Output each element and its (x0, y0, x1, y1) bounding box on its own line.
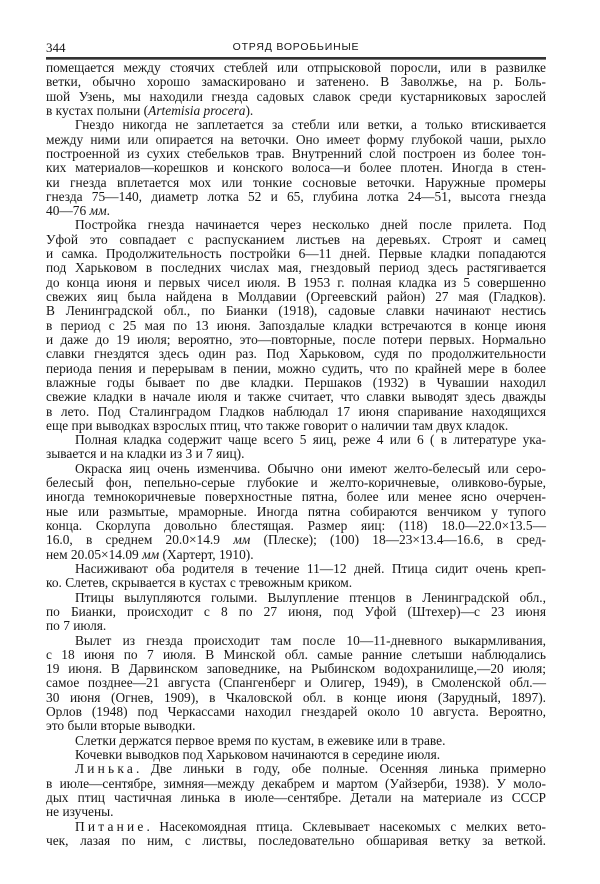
paragraph (46, 820, 546, 849)
text-line: по 7 июля. (46, 618, 107, 634)
text-line: и даже до 19 июля; вероятно, это—повторные, после потери первых. Нормально (46, 331, 546, 347)
text-line: помещается между стоячих стеблей или отпрысковой поросли, или в развилке (46, 60, 546, 75)
text-segment: . Две линьки в году, обе полные. Осенняя линька примерно (135, 761, 546, 777)
page-body-text (46, 61, 546, 848)
italic-text: мм (233, 532, 251, 548)
running-title: ОТРЯД ВОРОБЬИНЫЕ (232, 41, 360, 53)
text-line: 30 июня (Огнев, 1909), в Чкаловской обл. в конце июня (Зарудный, 1897). (46, 689, 546, 705)
text-line: ветки, обычно хорошо замаскировано и затенено. В Заволжье, на р. Боль- (46, 74, 546, 90)
section-heading: Питание (75, 818, 147, 834)
text-line: не изучены. (46, 804, 114, 820)
text-line: иногда темнокоричневые поверхностные пятна, более или менее ясно очерчен- (46, 489, 546, 505)
section-heading: Линька (75, 761, 136, 777)
text-line: Окраска яиц очень изменчива. Обычно они имеют желто-белесый или серо- (75, 460, 546, 476)
paragraph (46, 61, 546, 118)
paragraph (46, 433, 546, 462)
text-line: ко. Слетев, скрывается в кустах с тревожным криком. (46, 575, 353, 591)
text-segment: 16.0, в среднем 20.0×14.9 (46, 532, 234, 548)
italic-text: мм (89, 203, 107, 219)
text-segment: нем 20.05×14.09 (46, 546, 143, 562)
text-line: Кочевки выводков под Харьковом начинаются в середине июля. (75, 747, 441, 762)
paragraph (46, 762, 546, 819)
paragraph (46, 734, 546, 748)
text-segment: . (106, 203, 110, 219)
text-line: Уфой это совпадает с распусканием листьев на деревьях. Строят и самец (46, 231, 546, 247)
text-line: периода пения и перерывам в пении, можно судить, что по крайней мере в более (46, 360, 546, 376)
text-line: влажные годы бывает по две кладки. Першаков (1932) в Чувашии находил (46, 374, 546, 390)
text-line: и самка. Продолжительность постройки 6—11 дней. Первые кладки попадаются (46, 246, 546, 262)
text-line: в период с 25 мая по 13 июня. Запоздалые кладки встречаются в конце июня (46, 317, 546, 333)
text-segment: (Плеске); (100) 18—23×13.4—16.6, в сред- (250, 532, 547, 548)
text-line: с 18 июня по 7 июля. В Минской обл. самые ранние слетыши наблюдались (46, 646, 546, 662)
text-line: чек, лазая по ним, с листвы, последовательно обшаривая ветку за веткой. (46, 832, 546, 848)
text-line: ные или размытые, мраморные. Иногда пятна собираются венчиком у тупого (46, 503, 546, 519)
text-segment: ). (245, 102, 254, 118)
text-segment: (Хартерт, 1910). (159, 546, 254, 562)
text-line: по Бианки, происходит с 8 по 27 июня, под Уфой (Штехер)—с 23 июня (46, 603, 546, 619)
text-line (46, 533, 546, 547)
text-line (46, 548, 546, 562)
text-line: ки гнезда вплетается мох или тонкие сосновые веточки. Наружные промеры (46, 174, 546, 190)
text-line (46, 820, 546, 834)
italic-text: Artemisia procera (148, 102, 246, 118)
text-line: В Ленинградской обл., по Бианки (1918), садовые славки начинают нестись (46, 303, 546, 319)
text-line: Вылет из гнезда происходит там после 10—11-дневного выкармливания, (75, 632, 546, 648)
text-line: Птицы вылупляются голыми. Вылупление птенцов в Ленинградской обл., (75, 589, 546, 605)
text-line: до конца июня и первых чисел июля. В 1953 г. полная кладка из 5 совершенно (46, 274, 546, 290)
text-line: Слетки держатся первое время по кустам, в ежевике или в траве. (75, 732, 446, 748)
text-line: свежие кладки в начале июля и также считает, что славки выводят здесь дважды (46, 389, 546, 405)
text-segment: . Насекомоядная птица. Склевывает насекомых с мелких вето- (146, 818, 546, 834)
paragraph (46, 118, 546, 218)
text-line: еще при выводках взрослых птиц, что также говорит о наличии там двух кладок. (46, 417, 509, 433)
text-line (46, 204, 546, 218)
text-line (46, 104, 546, 118)
text-segment: 40—76 (46, 203, 90, 219)
paragraph (46, 218, 546, 433)
text-line: в июле—сентябре, зимняя—между декабрем и мартом (Уайзерби, 1938). У моло- (46, 775, 546, 791)
text-line: ких материалов—корешков и конского волоса—и более плотен. Иногда в стен- (46, 160, 546, 176)
text-line: Гнездо никогда не заплетается за стебли или ветки, а только втискивается (75, 117, 546, 133)
text-line: зывается и на кладки из 3 и 7 яиц). (46, 446, 245, 462)
text-line: под Харьковом в последних числах мая, гнездовый период здесь растягивается (46, 260, 546, 276)
text-line: славки гнездятся здесь один раз. Под Харьковом, судя по продолжительности (46, 346, 546, 362)
text-line: это были вторые выводки. (46, 718, 196, 734)
text-line: белесый фон, пепельно-серые глубокие и желто-коричневые, оливково-бурые, (46, 475, 546, 491)
text-line: конца. Скорлупа довольно блестящая. Размер яиц: (118) 18.0—22.0×13.5— (46, 518, 546, 533)
paragraph (46, 562, 546, 591)
paragraph (46, 634, 546, 734)
text-line: Постройка гнезда начинается через несколько дней после прилета. Под (75, 217, 546, 233)
text-line (46, 762, 546, 776)
text-line: Насиживают оба родителя в течение 11—12 дней. Птица сидит очень креп- (75, 560, 546, 576)
text-line: построенной из сухих стебельков трав. Внутренний слой построен из более тон- (46, 145, 546, 161)
page-number: 344 (46, 40, 66, 55)
text-line: свежих яиц была найдена в Молдавии (Оргеевский район) 27 мая (Гладков). (46, 289, 546, 304)
page-header (46, 40, 546, 56)
italic-text: мм (142, 546, 160, 562)
text-line: дых птиц частичная линька в июле—сентябре. Детали на материале из СССР (46, 789, 546, 805)
text-line: самое позднее—21 августа (Спангенберг и Олигер, 1949), в Смоленской обл.— (46, 675, 546, 691)
paragraph (46, 591, 546, 634)
text-segment: в кустах полыни ( (46, 102, 149, 118)
text-line: между ними или опирается на веточки. Оно имеет форму глубокой чаши, рыхло (46, 131, 546, 147)
text-line: гнезда 75—140, диаметр лотка 52 и 65, глубина лотка 24—51, высота гнезда (46, 188, 546, 204)
text-line: Орлов (1948) под Черкассами находил гнездарей около 10 августа. Вероятно, (46, 704, 546, 720)
paragraph (46, 748, 546, 762)
text-line: 19 июня. В Дарвинском заповеднике, на Рыбинском водохранилище,—20 июля; (46, 661, 546, 677)
text-line: шой Узень, мы находили гнезда садовых славок среди кустарниковых зарослей (46, 88, 546, 104)
text-line: в лето. Под Сталинградом Гладков наблюдал 17 июня спаривание находящихся (46, 403, 546, 419)
text-line: Полная кладка содержит чаще всего 5 яиц, реже 4 или 6 ( в литературе ука- (75, 432, 546, 448)
paragraph (46, 462, 546, 562)
